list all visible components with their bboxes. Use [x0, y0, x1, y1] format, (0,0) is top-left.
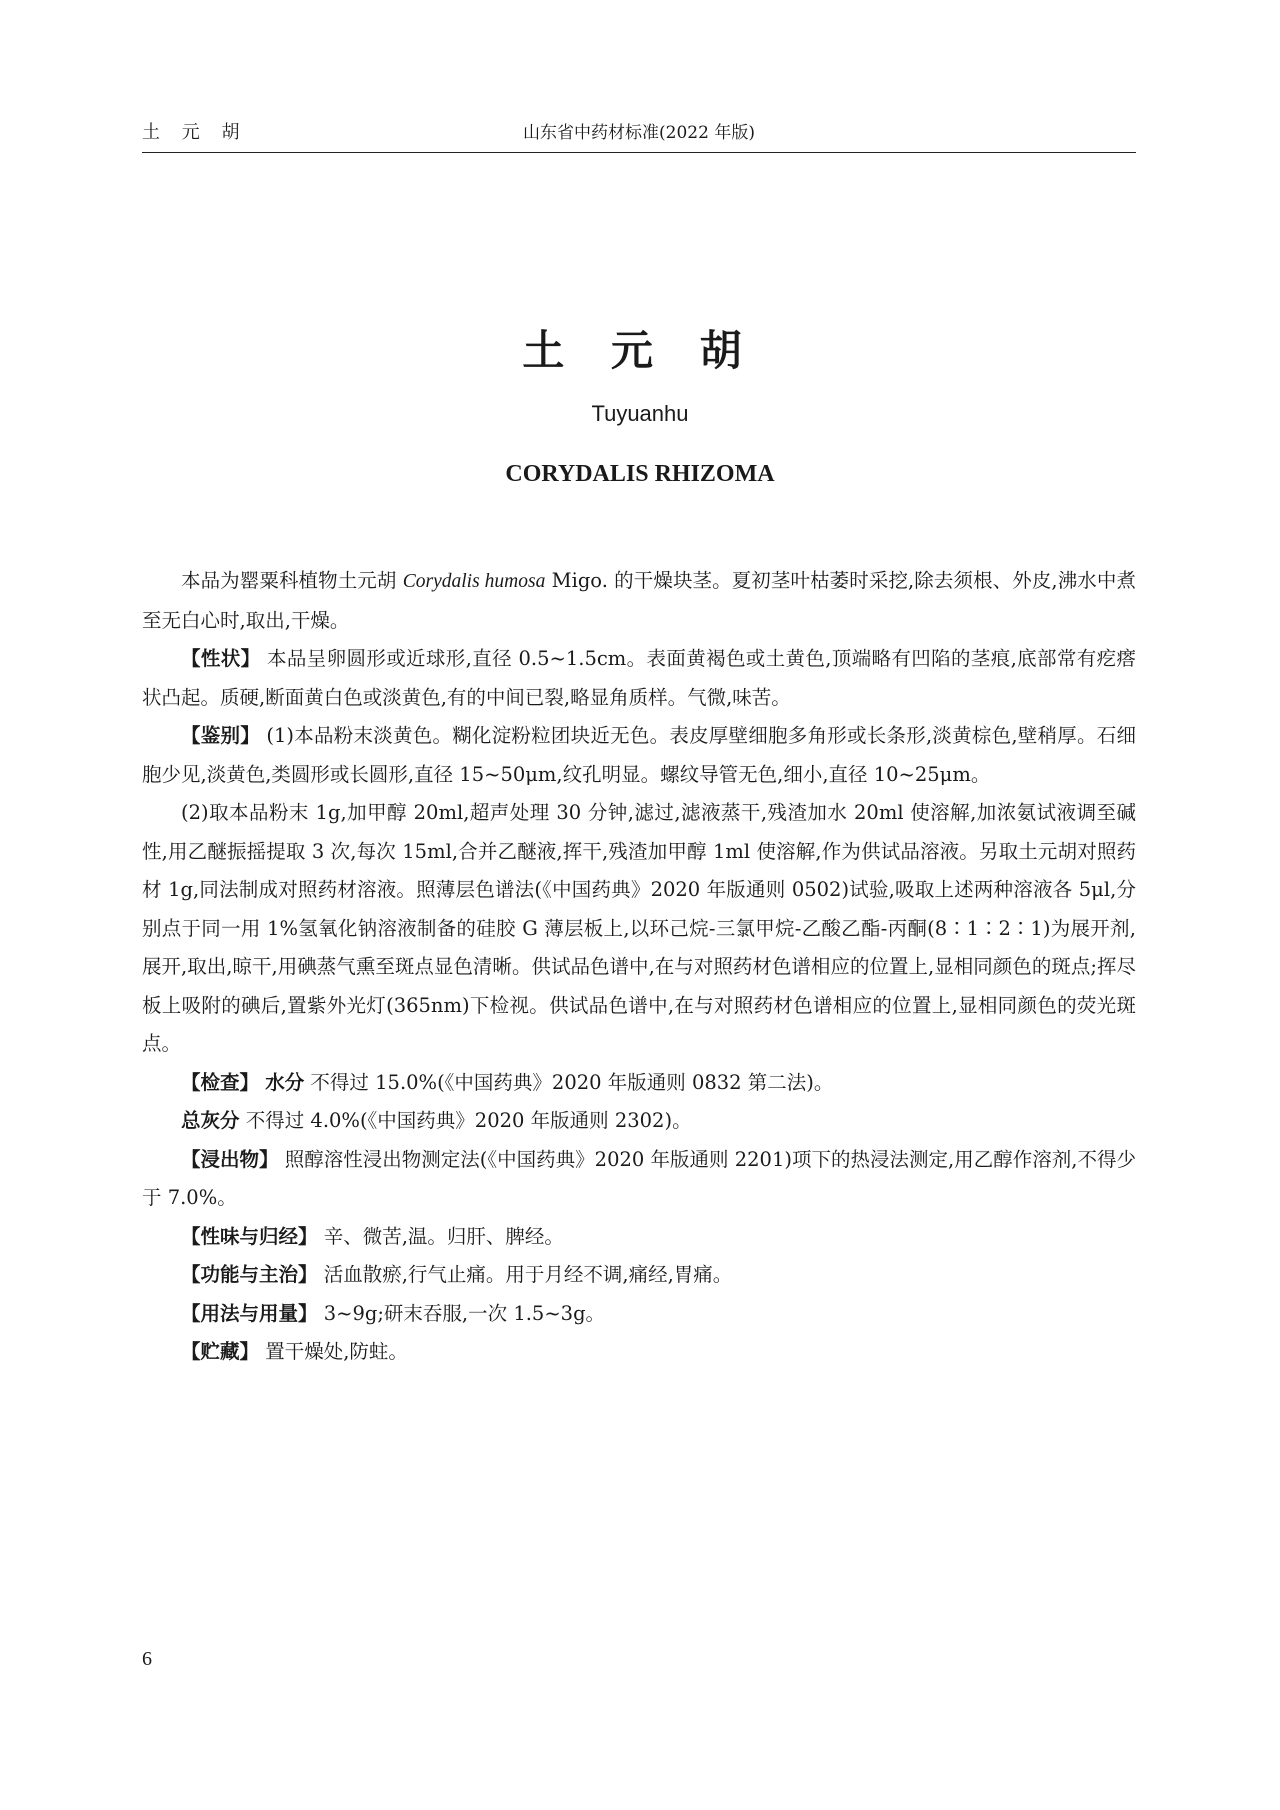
running-head — [142, 118, 1136, 150]
identification-paragraph — [142, 717, 1136, 794]
running-head-title: 土 元 胡 — [142, 122, 248, 143]
function-label: 【功能与主治】 — [181, 1263, 318, 1286]
dosage-text: 3~9g;研末吞服,一次 1.5~3g。 — [317, 1301, 606, 1325]
identification-text-2: (2)取本品粉末 1g,加甲醇 20ml,超声处理 30 分钟,滤过,滤液蒸干,残渣加水 20ml 使溶解,加浓氨试液调至碱性,用乙醚振摇提取 3 次,每次 15ml,合并乙醚液,挥干,残渣加甲醇 1ml 使溶解,作为供试品溶液。另取土元胡对照药材 1g,同法制成对照药材溶液。照薄层色谱法(《中国药典》2020 年版通则 0502)试验,吸取上述两种溶液各 5μl,分别点于同一用 1%氢氧化钠溶液制备的硅胶 G 薄层板上,以环己烷-三氯甲烷-乙酸乙酯-丙酮(8∶1∶2∶1)为展开剂,展开,取出,晾干,用碘蒸气熏至斑点显色清晰。供试品色谱中,在与对照药材色谱相应的位置上,显相同颜色的斑点;挥尽板上吸附的碘后,置紫外光灯(365nm)下检视。供试品色谱中,在与对照药材色谱相应的位置上,显相同颜色的荧光斑点。 — [142, 801, 1136, 1055]
extract-label: 【浸出物】 — [181, 1147, 279, 1171]
header-rule — [142, 152, 1136, 153]
storage-paragraph — [142, 1333, 1136, 1372]
page-number: 6 — [142, 1648, 152, 1670]
properties-label: 【性状】 — [181, 647, 261, 670]
moisture-text: 不得过 15.0%(《中国药典》2020 年版通则 0832 第二法)。 — [304, 1070, 834, 1094]
identification-text-1: (1)本品粉末淡黄色。糊化淀粉粒团块近无色。表皮厚壁细胞多角形或长条形,淡黄棕色,壁稍厚。石细胞少见,淡黄色,类圆形或长圆形,直径 15~50μm,纹孔明显。螺纹导管无色,细小,直径 10~25μm。 — [142, 724, 1136, 786]
storage-label: 【贮藏】 — [181, 1340, 260, 1363]
nature-paragraph — [142, 1218, 1136, 1257]
intro-paragraph — [142, 562, 1136, 640]
storage-text: 置干燥处,防蛀。 — [259, 1340, 408, 1363]
intro-text-after: Migo. 的干燥块茎。夏初茎叶枯萎时采挖,除去须根、外皮,沸水中煮至无白心时,取出,干燥。 — [142, 569, 1136, 632]
nature-text: 辛、微苦,温。归肝、脾经。 — [317, 1224, 564, 1248]
inspection-label: 【检查】 — [181, 1070, 260, 1094]
nature-label: 【性味与归经】 — [181, 1224, 318, 1248]
intro-text-before: 本品为罂粟科植物土元胡 — [181, 569, 403, 592]
function-paragraph — [142, 1256, 1136, 1295]
identification-paragraph-2 — [142, 794, 1136, 1064]
properties-text: 本品呈卵圆形或近球形,直径 0.5~1.5cm。表面黄褐色或土黄色,顶端略有凹陷的茎痕,底部常有疙瘩状凸起。质硬,断面黄白色或淡黄色,有的中间已裂,略显角质样。气微,味苦。 — [142, 647, 1136, 709]
inspection-paragraph — [142, 1064, 1136, 1103]
identification-label: 【鉴别】 — [181, 724, 260, 747]
dosage-paragraph — [142, 1295, 1136, 1334]
monograph-title: 土 元 胡 — [522, 326, 758, 375]
running-head-book-title: 山东省中药材标准(2022 年版) — [523, 123, 755, 143]
monograph-body — [142, 562, 1136, 1372]
ash-text: 不得过 4.0%(《中国药典》2020 年版通则 2302)。 — [239, 1109, 692, 1132]
extract-text: 照醇溶性浸出物测定法(《中国药典》2020 年版通则 2201)项下的热浸法测定,用乙醇作溶剂,不得少于 7.0%。 — [142, 1147, 1136, 1209]
botanical-name: Corydalis humosa — [402, 571, 546, 592]
properties-paragraph — [142, 640, 1136, 717]
ash-paragraph — [142, 1102, 1136, 1141]
moisture-label: 水分 — [265, 1070, 305, 1094]
function-text: 活血散瘀,行气止痛。用于月经不调,痛经,胃痛。 — [317, 1263, 733, 1286]
monograph-pinyin: Tuyuanhu — [591, 401, 689, 426]
extract-paragraph — [142, 1141, 1136, 1218]
dosage-label: 【用法与用量】 — [181, 1301, 318, 1325]
monograph-latin-name: CORYDALIS RHIZOMA — [505, 461, 775, 487]
ash-label: 总灰分 — [181, 1109, 240, 1132]
